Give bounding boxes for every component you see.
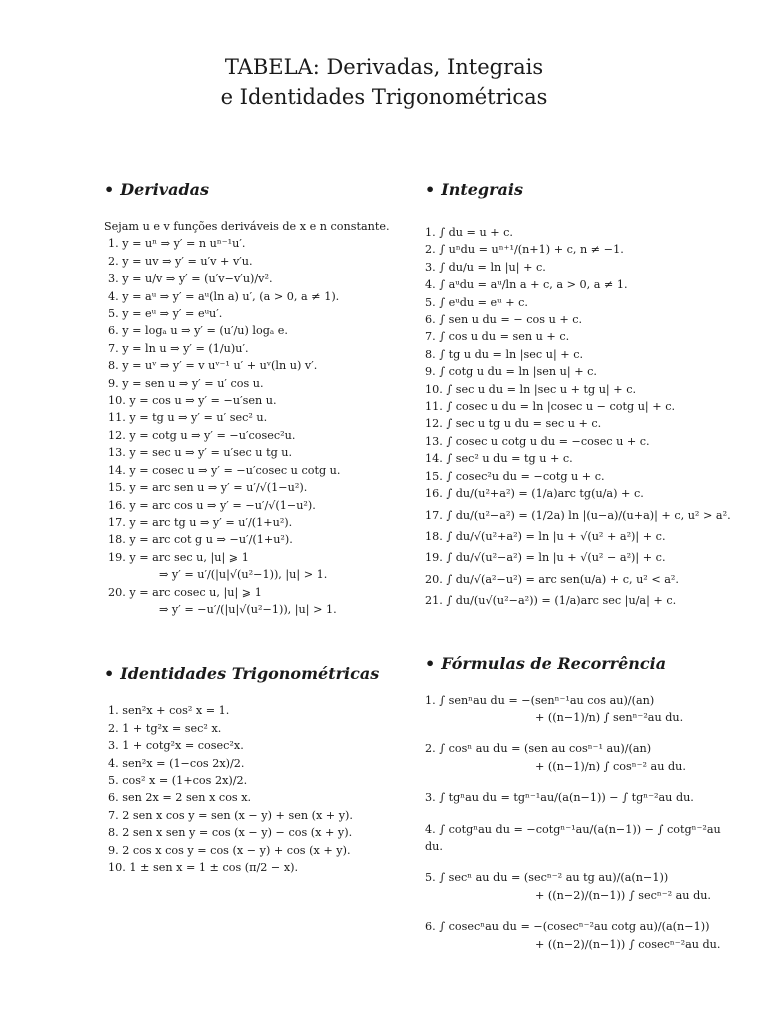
derivada-item: 19. y = arc sec u, |u| ⩾ 1 (108, 550, 249, 564)
integral-item: 10. ∫ sec u du = ln |sec u + tg u| + c. (425, 382, 637, 396)
derivada-item: 20. y = arc cosec u, |u| ⩾ 1 (108, 585, 262, 599)
identidade-item: 5. cos² x = (1+cos 2x)/2. (108, 773, 248, 787)
derivada-item: 8. y = uᵛ ⇒ y′ = v uᵛ⁻¹ u′ + uᵛ(ln u) v′. (108, 359, 318, 373)
bullet-icon: • (425, 653, 436, 673)
derivada-item: 14. y = cosec u ⇒ y′ = −u′cosec u cotg u. (108, 463, 341, 477)
derivadas-list (104, 235, 404, 618)
identidade-item: 2. 1 + tg²x = sec² x. (108, 721, 222, 735)
identidades-list (104, 702, 404, 876)
page-title (0, 52, 768, 112)
bullet-icon: • (104, 664, 115, 684)
derivada-item: 10. y = cos u ⇒ y′ = −u′sen u. (108, 394, 277, 408)
derivada-item: 6. y = logₐ u ⇒ y′ = (u′/u) logₐ e. (108, 324, 288, 338)
integral-item: 14. ∫ sec² u du = tg u + c. (425, 452, 573, 466)
integral-item: 7. ∫ cos u du = sen u + c. (425, 330, 570, 344)
section-derivadas-heading: • Derivadas (104, 180, 210, 199)
integrais-list (425, 224, 731, 610)
bullet-icon: • (104, 180, 115, 199)
derivada-item: 5. y = eᵘ ⇒ y′ = eᵘu′. (108, 307, 223, 321)
derivada-item-continuation: ⇒ y′ = u′/(|u|√(u²−1)), |u| > 1. (159, 568, 328, 582)
left-column (104, 178, 404, 876)
section-identidades-heading: • Identidades Trigonométricas (104, 664, 380, 684)
title-line-1: TABELA: Derivadas, Integrais (224, 55, 544, 79)
integral-item: 20. ∫ du/√(a²−u²) = arc sen(u/a) + c, u² < a². (425, 572, 679, 586)
derivada-item: 1. y = uⁿ ⇒ y′ = n uⁿ⁻¹u′. (108, 237, 246, 251)
identidade-item: 7. 2 sen x cos y = sen (x − y) + sen (x + y). (108, 808, 353, 822)
identidade-item: 4. sen²x = (1−cos 2x)/2. (108, 756, 245, 770)
identidade-item: 3. 1 + cotg²x = cosec²x. (108, 739, 244, 753)
integral-item: 15. ∫ cosec²u du = −cotg u + c. (425, 469, 605, 483)
integral-item: 6. ∫ sen u du = − cos u + c. (425, 313, 583, 327)
identidade-item: 9. 2 cos x cos y = cos (x − y) + cos (x + y). (108, 843, 351, 857)
recorrencia-list (425, 692, 725, 953)
derivada-item-continuation: ⇒ y′ = −u′/(|u|√(u²−1)), |u| > 1. (159, 602, 337, 616)
title-line-2: e Identidades Trigonométricas (220, 85, 548, 109)
derivada-item: 16. y = arc cos u ⇒ y′ = −u′/√(1−u²). (108, 498, 316, 512)
integral-item: 18. ∫ du/√(u²+a²) = ln |u + √(u² + a²)| + c. (425, 529, 666, 543)
derivada-item: 3. y = u/v ⇒ y′ = (u′v−v′u)/v². (108, 272, 273, 286)
recorrencia-item: 2. ∫ cosⁿ au du = (sen au cosⁿ⁻¹ au)/(an) + ((n−1)/n) ∫ cosⁿ⁻² au du. (425, 742, 686, 773)
integral-item: 1. ∫ du = u + c. (425, 226, 513, 239)
section-integrais-heading: • Integrais (425, 180, 523, 199)
integral-item: 5. ∫ eᵘdu = eᵘ + c. (425, 295, 528, 309)
integral-item: 8. ∫ tg u du = ln |sec u| + c. (425, 347, 584, 361)
derivada-item: 2. y = uv ⇒ y′ = u′v + v′u. (108, 254, 253, 268)
derivada-item: 7. y = ln u ⇒ y′ = (1/u)u′. (108, 341, 249, 355)
derivada-item: 18. y = arc cot g u ⇒ −u′/(1+u²). (108, 533, 293, 547)
derivada-item: 11. y = tg u ⇒ y′ = u′ sec² u. (108, 411, 268, 425)
derivada-item: 12. y = cotg u ⇒ y′ = −u′cosec²u. (108, 428, 296, 442)
derivada-item: 17. y = arc tg u ⇒ y′ = u′/(1+u²). (108, 515, 293, 529)
section-recorrencia-heading: • Fórmulas de Recorrência (425, 653, 667, 673)
integral-item: 19. ∫ du/√(u²−a²) = ln |u + √(u² − a²)| + c. (425, 551, 666, 565)
integral-item: 16. ∫ du/(u²+a²) = (1/a)arc tg(u/a) + c. (425, 487, 644, 501)
integral-item: 9. ∫ cotg u du = ln |sen u| + c. (425, 365, 597, 379)
derivada-item: 4. y = aᵘ ⇒ y′ = aᵘ(ln a) u′, (a > 0, a ≠ 1). (108, 289, 340, 303)
recorrencia-item: 5. ∫ secⁿ au du = (secⁿ⁻² au tg au)/(a(n−1)) + ((n−2)/(n−1)) ∫ secⁿ⁻² au du. (425, 871, 711, 902)
integral-item: 4. ∫ aᵘdu = aᵘ/ln a + c, a > 0, a ≠ 1. (425, 278, 628, 292)
identidade-item: 10. 1 ± sen x = 1 ± cos (π/2 − x). (108, 861, 299, 874)
integral-item: 13. ∫ cosec u cotg u du = −cosec u + c. (425, 434, 650, 448)
integral-item: 12. ∫ sec u tg u du = sec u + c. (425, 417, 602, 431)
derivada-item: 13. y = sec u ⇒ y′ = u′sec u tg u. (108, 446, 293, 460)
integral-item: 17. ∫ du/(u²−a²) = (1/2a) ln |(u−a)/(u+a)| + c, u² > a². (425, 508, 731, 522)
derivada-item: 9. y = sen u ⇒ y′ = u′ cos u. (108, 376, 264, 390)
recorrencia-item: 3. ∫ tgⁿau du = tgⁿ⁻¹au/(a(n−1)) − ∫ tgⁿ⁻²au du. (425, 791, 694, 805)
recorrencia-item: 4. ∫ cotgⁿau du = −cotgⁿ⁻¹au/(a(n−1)) − ∫ cotgⁿ⁻²au du. (425, 822, 721, 853)
integral-item: 11. ∫ cosec u du = ln |cosec u − cotg u| + c. (425, 400, 676, 414)
recorrencia-item: 6. ∫ cosecⁿau du = −(cosecⁿ⁻²au cotg au)/(a(n−1)) + ((n−2)/(n−1)) ∫ cosecⁿ⁻²au du. (425, 920, 721, 951)
integral-item: 21. ∫ du/(u√(u²−a²)) = (1/a)arc sec |u/a| + c. (425, 594, 677, 608)
right-column (425, 178, 731, 967)
derivada-item: 15. y = arc sen u ⇒ y′ = u′/√(1−u²). (108, 481, 308, 495)
identidade-item: 1. sen²x + cos² x = 1. (108, 704, 230, 718)
identidade-item: 8. 2 sen x sen y = cos (x − y) − cos (x + y). (108, 826, 353, 840)
integral-item: 2. ∫ uⁿdu = uⁿ⁺¹/(n+1) + c, n ≠ −1. (425, 243, 624, 257)
identidade-item: 6. sen 2x = 2 sen x cos x. (108, 791, 252, 805)
recorrencia-item: 1. ∫ senⁿau du = −(senⁿ⁻¹au cos au)/(an) + ((n−1)/n) ∫ senⁿ⁻²au du. (425, 693, 684, 724)
derivadas-intro: Sejam u e v funções deriváveis de x e n constante. (104, 220, 390, 233)
integral-item: 3. ∫ du/u = ln |u| + c. (425, 260, 546, 274)
bullet-icon: • (425, 180, 436, 199)
